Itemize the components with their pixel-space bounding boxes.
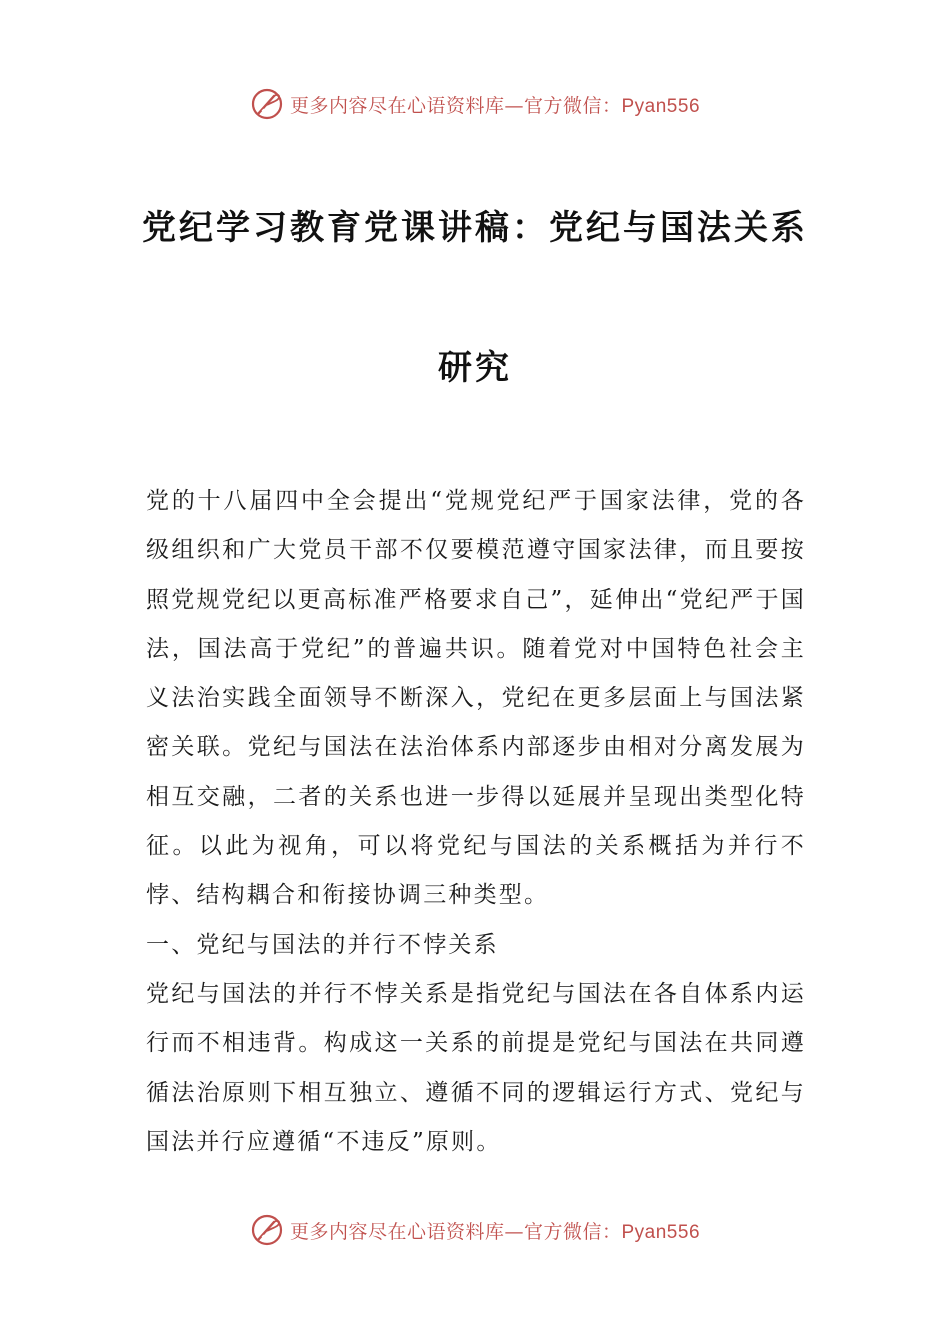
paragraph: 党的十八届四中全会提出“党规党纪严于国家法律，党的各级组织和广大党员干部不仅要模范遵守国家法律，而且要按照党规党纪以更高标准严格要求自己”，延伸出“党纪严于国法，国法高于党纪”的普遍共识。随着党对中国特色社会主义法治实践全面领导不断深入，党纪在更多层面上与国法紧密关联。党纪与国法在法治体系内部逐步由相对分离发展为相互交融，二者的关系也进一步得以延展并呈现出类型化特征。以此为视角，可以将党纪与国法的关系概括为并行不悖、结构耦合和衔接协调三种类型。 (146, 488, 806, 909)
watermark-wechat-id: Pyan556 (621, 1221, 701, 1243)
document-title-line1: 党纪学习教育党课讲稿：党纪与国法关系 (142, 208, 808, 248)
section-heading: 一、党纪与国法的并行不悖关系 (146, 931, 499, 958)
document-title-line2: 研究 (438, 348, 512, 388)
watermark-wechat-id: Pyan556 (621, 95, 701, 117)
header-watermark (0, 84, 950, 124)
paragraph: 党纪与国法的并行不悖关系是指党纪与国法在各自体系内运行而不相违背。构成这一关系的前提是党纪与国法在共同遵循法治原则下相互独立、遵循不同的逻辑运行方式、党纪与国法并行应遵循“不违反”原则。 (146, 980, 806, 1155)
quill-logo-icon (250, 87, 284, 121)
watermark-text: 更多内容尽在心语资料库—官方微信：Pyan556 (289, 94, 701, 117)
watermark-text: 更多内容尽在心语资料库—官方微信：Pyan556 (289, 1220, 701, 1243)
quill-logo-icon (250, 1213, 284, 1247)
footer-watermark (0, 1210, 950, 1250)
document-body (146, 477, 806, 1167)
